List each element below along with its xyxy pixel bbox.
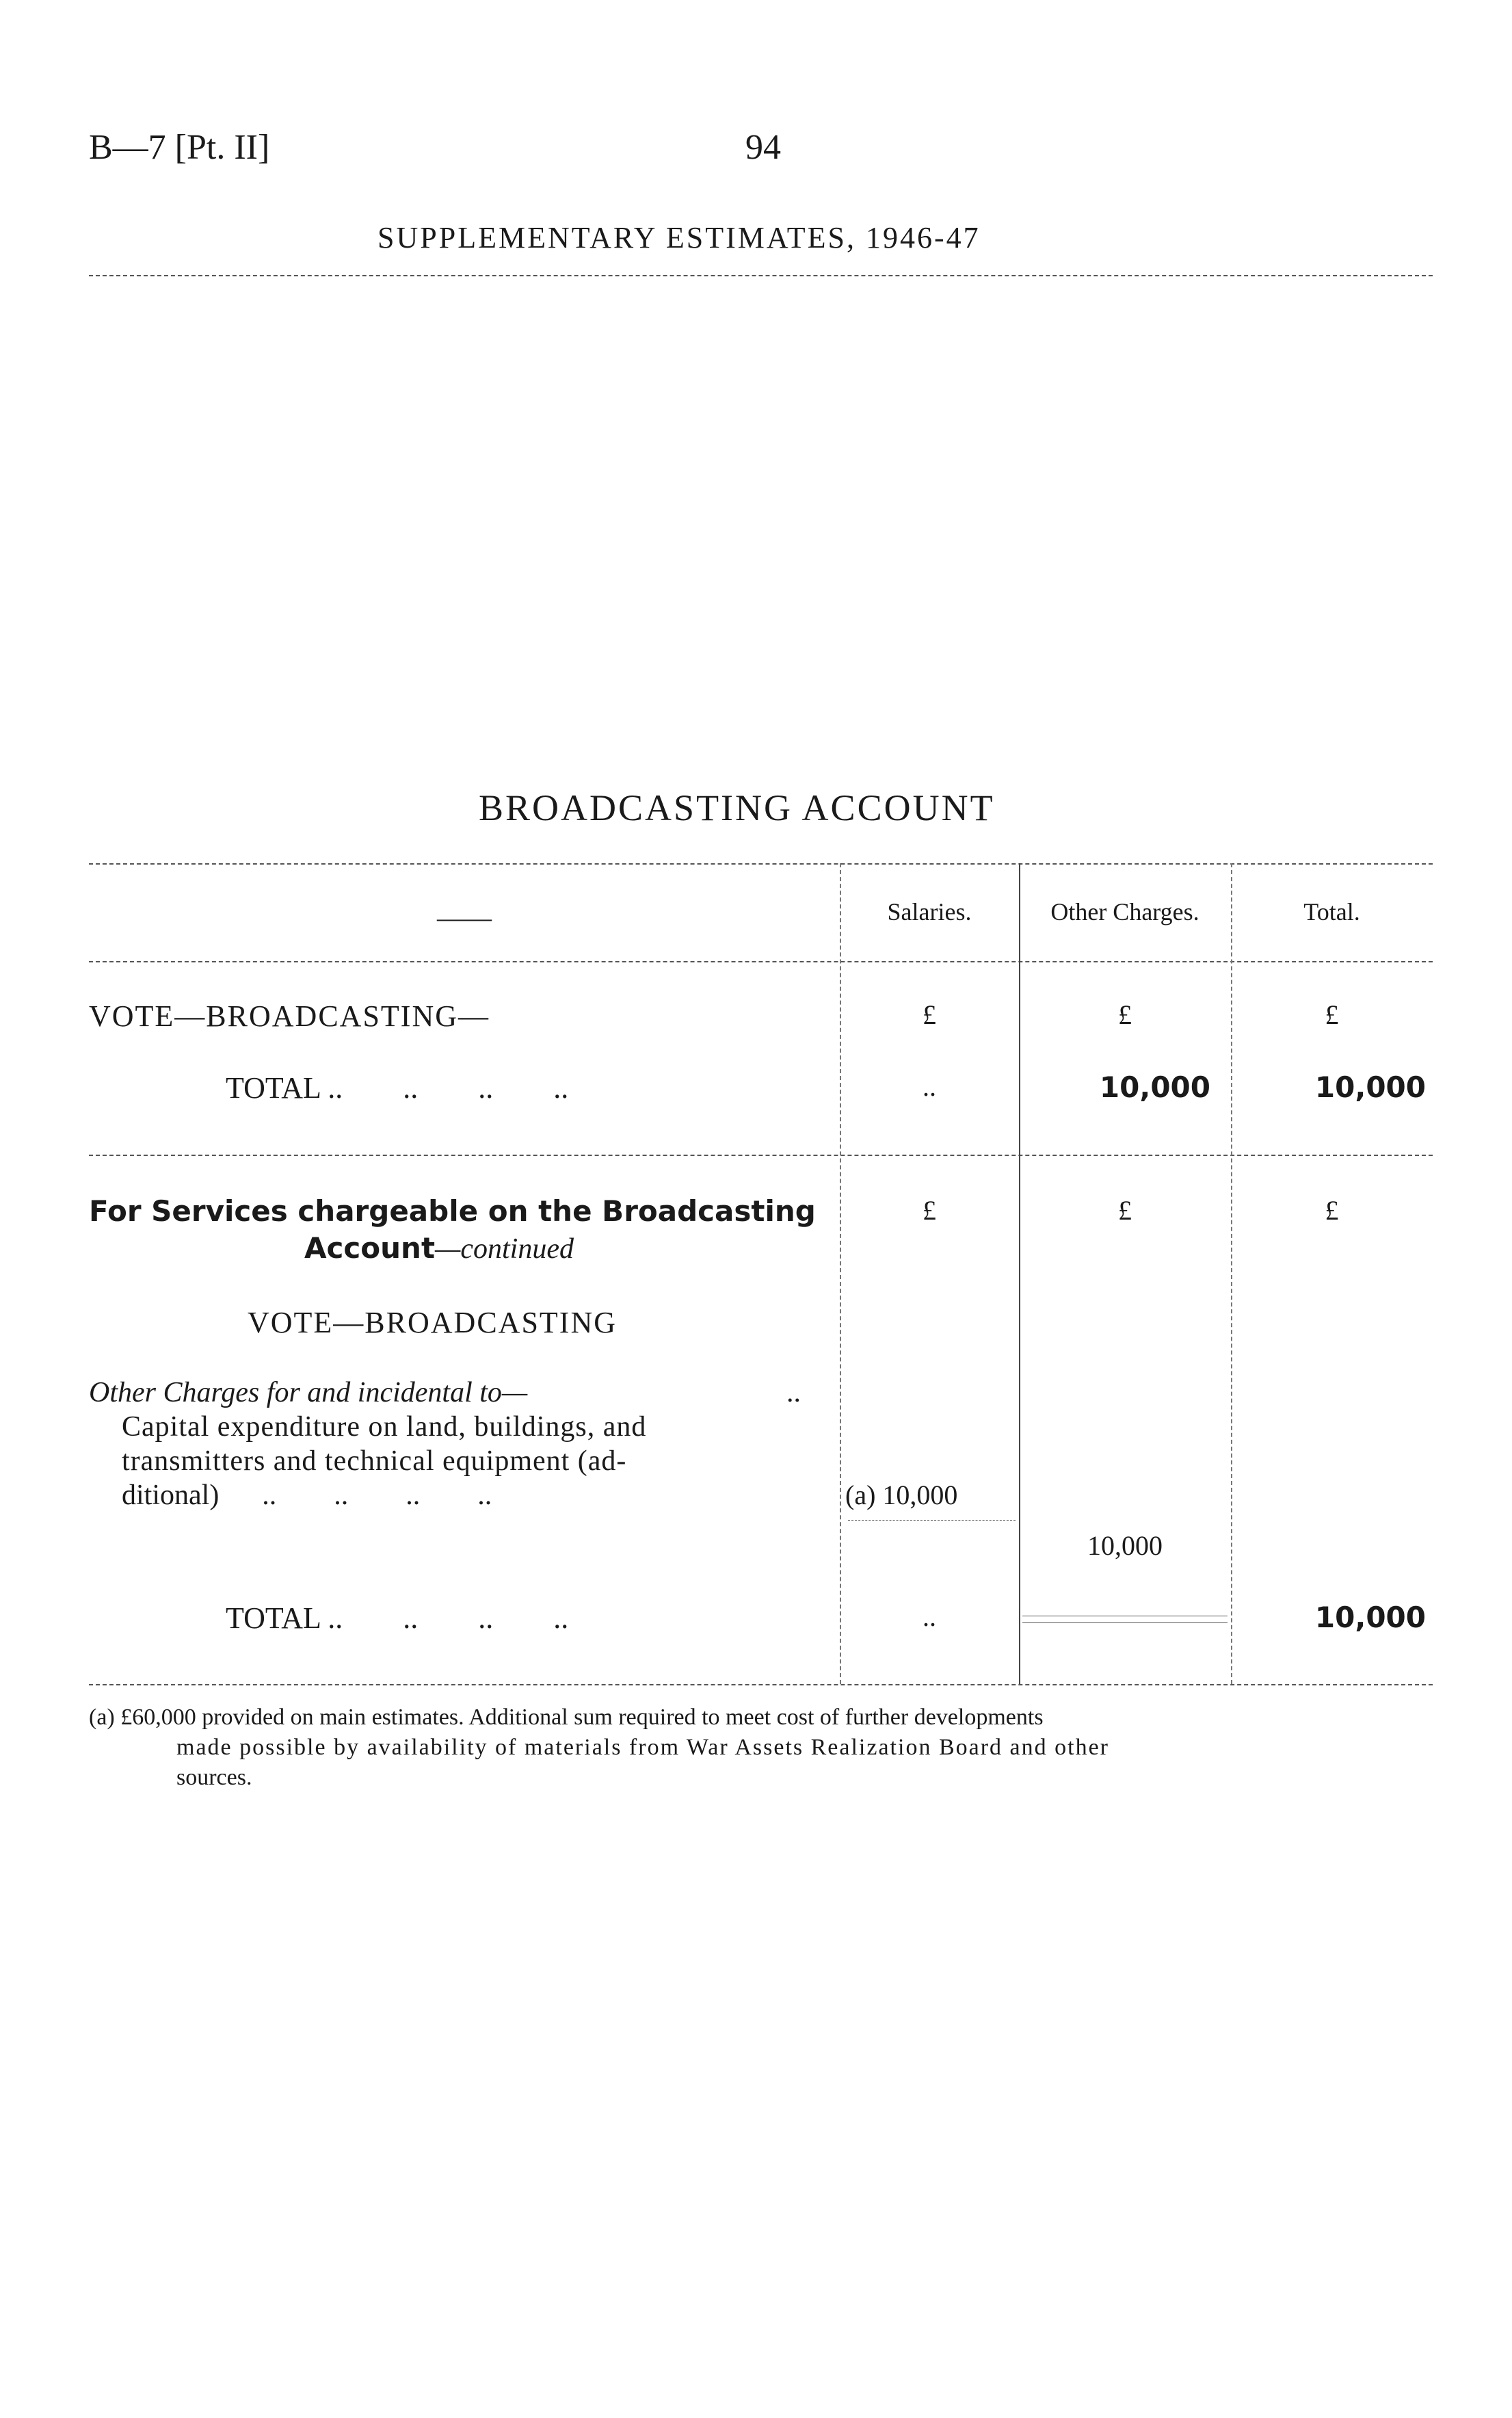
item-line-3: ditional) .. .. .. ..	[122, 1480, 492, 1511]
vote-label: VOTE—BROADCASTING—	[89, 999, 490, 1033]
column-divider-salaries	[840, 863, 841, 1684]
column-header-salaries: Salaries.	[887, 898, 972, 925]
section-title: BROADCASTING ACCOUNT	[479, 787, 995, 828]
column-divider-total	[1231, 863, 1232, 1684]
block2-unit-other: £	[1118, 1195, 1132, 1226]
services-heading-continued	[304, 1231, 574, 1265]
item-line-2: transmitters and technical equipment (ad-	[122, 1445, 627, 1477]
block2-total-salaries: ..	[923, 1601, 936, 1632]
charges-intro: Other Charges for and incidental to—	[89, 1377, 528, 1408]
total-other-charges: 10,000	[1099, 1070, 1210, 1104]
services-heading-italic: —continued	[435, 1233, 574, 1265]
page-number: 94	[745, 128, 781, 167]
page-title: SUPPLEMENTARY ESTIMATES, 1946-47	[377, 221, 981, 254]
column-header-total: Total.	[1303, 898, 1360, 925]
currency-unit-salaries: £	[923, 999, 936, 1030]
header-rule	[89, 275, 1433, 276]
block2-unit-total: £	[1325, 1195, 1339, 1226]
block2-vote-label: VOTE—BROADCASTING	[248, 1306, 617, 1339]
currency-unit-other: £	[1118, 999, 1132, 1030]
other-total-rule-2	[1022, 1622, 1228, 1623]
block2-unit-salaries: £	[923, 1195, 936, 1226]
document-reference: B—7 [Pt. II]	[89, 128, 270, 167]
item-other-value: 10,000	[1087, 1530, 1163, 1561]
total-label: TOTAL .. .. .. ..	[226, 1071, 569, 1105]
table-bottom-rule	[89, 1684, 1433, 1685]
footnote-line-2: made possible by availability of materials from War Assets Realization Board and other	[176, 1735, 1109, 1760]
footnote-line-3: sources.	[176, 1765, 252, 1790]
charges-intro-dots: ..	[786, 1377, 801, 1408]
footnote-line-1: (a) £60,000 provided on main estimates. Additional sum required to meet cost of further developments	[89, 1705, 1044, 1730]
salaries-subtotal-rule	[848, 1520, 1016, 1521]
block2-total-total: 10,000	[1314, 1601, 1426, 1634]
services-heading: For Services chargeable on the Broadcasting	[89, 1194, 816, 1228]
total-total: 10,000	[1314, 1070, 1426, 1104]
item-line-1: Capital expenditure on land, buildings, and	[122, 1411, 647, 1443]
services-heading-account: Account	[304, 1231, 436, 1265]
column-header-other-charges: Other Charges.	[1050, 898, 1199, 925]
block2-total-label: TOTAL .. .. .. ..	[226, 1601, 569, 1635]
total-salaries: ..	[923, 1071, 936, 1102]
currency-unit-total: £	[1325, 999, 1339, 1030]
item-salaries-value: (a) 10,000	[845, 1480, 958, 1510]
column-header-description: ——	[437, 902, 492, 933]
